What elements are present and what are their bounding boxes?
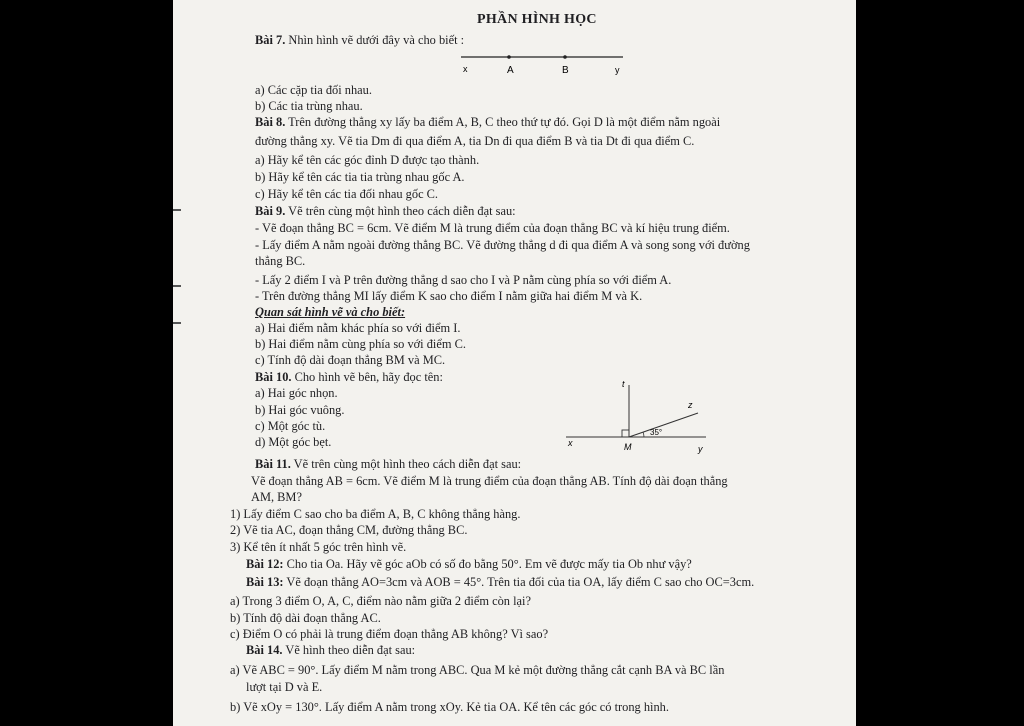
- label-z: z: [688, 400, 693, 410]
- label-y: y: [698, 444, 703, 454]
- exercise-8-heading: [255, 115, 720, 129]
- point-a: [507, 55, 511, 59]
- page-title: PHẦN HÌNH HỌC: [477, 12, 597, 27]
- exercise-13-heading: [246, 575, 754, 589]
- exercise-label: Bài 12:: [246, 557, 284, 571]
- angle-label: 35°: [650, 428, 663, 437]
- label-y: y: [615, 65, 620, 75]
- list-item: a) Vẽ ABC = 90°. Lấy điểm M nằm trong ABC. Qua M kẻ một đường thẳng cắt cạnh BA và BC lần: [230, 663, 725, 677]
- list-item: lượt tại D và E.: [246, 680, 323, 694]
- list-item: b) Hãy kể tên các tia tia trùng nhau gốc A.: [255, 170, 465, 184]
- right-angle-mark: [622, 430, 629, 437]
- list-item: c) Hãy kể tên các tia đối nhau gốc C.: [255, 187, 439, 201]
- binding-mark: [173, 322, 181, 324]
- exercise-text: Vẽ trên cùng một hình theo cách diễn đạt sau:: [285, 204, 516, 218]
- point-b: [563, 55, 567, 59]
- list-item: c) Điểm O có phải là trung điểm đoạn thẳng AB không? Vì sao?: [230, 627, 549, 641]
- exercise-9-heading: [255, 204, 516, 218]
- exercise-text: - Vẽ đoạn thẳng BC = 6cm. Vẽ điểm M là trung điểm của đoạn thẳng BC và kí hiệu trung điểm.: [255, 221, 730, 235]
- angle-figure: [558, 375, 718, 460]
- exercise-12: [246, 557, 692, 571]
- exercise-label: Bài 11.: [255, 457, 291, 471]
- list-item: a) Các cặp tia đối nhau.: [255, 83, 372, 97]
- exercise-label: Bài 14.: [246, 643, 283, 657]
- line-xy-figure: [451, 50, 631, 80]
- list-item: c) Tính độ dài đoạn thẳng BM và MC.: [255, 353, 446, 367]
- list-item: 1) Lấy điểm C sao cho ba điểm A, B, C không thẳng hàng.: [230, 507, 521, 521]
- list-item: b) Hai điểm nằm cùng phía so với điểm C.: [255, 337, 466, 351]
- label-t: t: [622, 379, 625, 389]
- exercise-10-heading: [255, 370, 443, 384]
- exercise-label: Bài 9.: [255, 204, 286, 218]
- exercise-7-heading: [255, 33, 464, 47]
- exercise-text: Cho tia Oa. Hãy vẽ góc aOb có số đo bằng 50°. Em vẽ được mấy tia Ob như vậy?: [283, 557, 692, 571]
- list-item: 2) Vẽ tia AC, đoạn thẳng CM, đường thẳng BC.: [230, 523, 468, 537]
- observe-heading: Quan sát hình vẽ và cho biết:: [255, 305, 406, 319]
- exercise-label: Bài 10.: [255, 370, 292, 384]
- label-b: B: [562, 65, 569, 76]
- list-item: b) Tính độ dài đoạn thẳng AC.: [230, 611, 381, 625]
- binding-mark: [173, 209, 181, 211]
- list-item: b) Hai góc vuông.: [255, 403, 345, 417]
- list-item: b) Vẽ xOy = 130°. Lấy điểm A nằm trong xOy. Kẻ tia OA. Kể tên các góc có trong hình.: [230, 700, 669, 714]
- exercise-text: Vẽ hình theo diễn đạt sau:: [282, 643, 416, 657]
- ray-mz: [629, 413, 698, 437]
- exercise-text: - Trên đường thẳng MI lấy điểm K sao cho điểm I nằm giữa hai điểm M và K.: [255, 289, 643, 303]
- list-item: b) Các tia trùng nhau.: [255, 99, 363, 113]
- list-item: d) Một góc bẹt.: [255, 435, 332, 449]
- label-a: A: [507, 65, 514, 76]
- exercise-11-heading: [255, 457, 521, 471]
- exercise-text: Vẽ trên cùng một hình theo cách diễn đạt sau:: [290, 457, 522, 471]
- exercise-text: - Lấy điểm A nằm ngoài đường thẳng BC. Vẽ đường thẳng d đi qua điểm A và song song với đường: [255, 238, 750, 252]
- binding-mark: [173, 285, 181, 287]
- exercise-text: thẳng BC.: [255, 254, 306, 268]
- exercise-text: Vẽ đoạn thẳng AO=3cm và AOB = 45°. Trên tia đối của tia OA, lấy điểm C sao cho OC=3cm.: [283, 575, 755, 589]
- list-item: a) Trong 3 điểm O, A, C, điểm nào nằm giữa 2 điểm còn lại?: [230, 594, 531, 608]
- exercise-14-heading: [246, 643, 415, 657]
- exercise-label: Bài 13:: [246, 575, 284, 589]
- list-item: c) Một góc tù.: [255, 419, 326, 433]
- exercise-text: Trên đường thẳng xy lấy ba điểm A, B, C theo thứ tự đó. Gọi D là một điểm nằm ngoài: [285, 115, 721, 129]
- list-item: a) Hai góc nhọn.: [255, 386, 338, 400]
- exercise-text: - Lấy 2 điểm I và P trên đường thẳng d sao cho I và P nằm cùng phía so với điểm A.: [255, 273, 672, 287]
- list-item: a) Hai điểm nằm khác phía so với điểm I.: [255, 321, 461, 335]
- exercise-label: Bài 8.: [255, 115, 286, 129]
- label-x: x: [568, 438, 573, 448]
- exercise-text: Cho hình vẽ bên, hãy đọc tên:: [291, 370, 443, 384]
- exercise-label: Bài 7.: [255, 33, 286, 47]
- angle-arc: [643, 432, 644, 437]
- exercise-text: AM, BM?: [251, 490, 302, 504]
- exercise-text: Nhìn hình vẽ dưới đây và cho biết :: [285, 33, 465, 47]
- label-x: x: [463, 64, 468, 74]
- exercise-text: Vẽ đoạn thẳng AB = 6cm. Vẽ điểm M là trung điểm của đoạn thẳng AB. Tính độ dài đoạn thẳng: [251, 474, 728, 488]
- exercise-text: đường thẳng xy. Vẽ tia Dm đi qua điểm A, tia Dn đi qua điểm B và tia Dt đi qua điểm C.: [255, 134, 695, 148]
- list-item: a) Hãy kể tên các góc đỉnh D được tạo thành.: [255, 153, 480, 167]
- worksheet-page: [173, 0, 856, 726]
- list-item: 3) Kể tên ít nhất 5 góc trên hình vẽ.: [230, 540, 407, 554]
- label-m: M: [624, 442, 632, 452]
